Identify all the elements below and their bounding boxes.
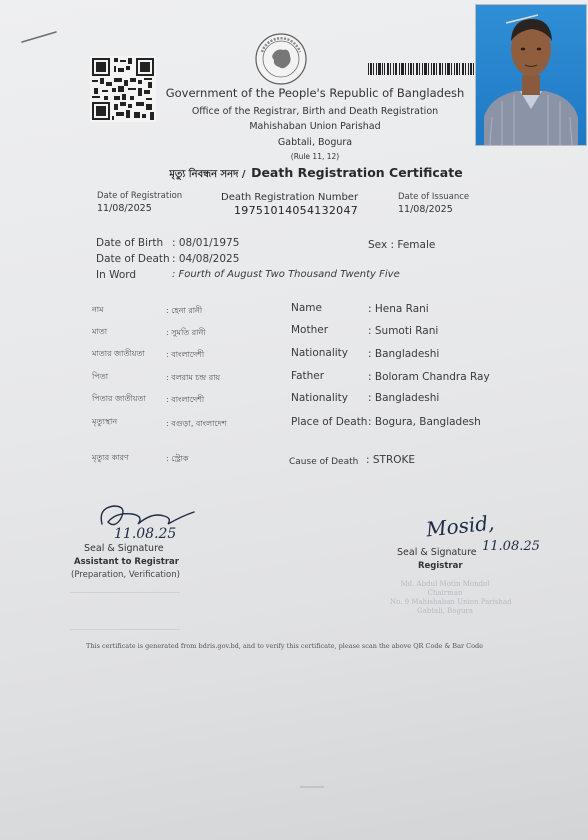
date-of-registration-value: 11/08/2025 — [97, 203, 152, 214]
pen-mark — [20, 30, 60, 44]
en-label: Name — [291, 302, 322, 314]
registration-number-value: 19751014054132047 — [234, 204, 359, 217]
en-label: Nationality — [291, 347, 349, 359]
en-value: : Hena Rani — [368, 303, 429, 315]
en-value: : Bangladeshi — [368, 348, 440, 360]
stamp-name: Md. Abdul Motin Mondol — [400, 580, 490, 588]
bn-value: : হেনা রানী — [166, 306, 203, 315]
cause-en-value: : STROKE — [366, 454, 416, 466]
title-english: Death Registration Certificate — [251, 165, 463, 180]
stamp-location: Gabtali, Bogura — [416, 607, 474, 615]
registrar-title: Registrar — [418, 561, 463, 571]
bn-value: : বলরাম চন্দ্র রায় — [166, 373, 221, 382]
en-label: Father — [291, 370, 325, 382]
office-name: Office of the Registrar, Birth and Death Registration — [191, 106, 439, 117]
barcode[interactable] — [368, 63, 474, 75]
en-value: : Bangladeshi — [368, 392, 440, 404]
cause-bn-value: : স্ট্রোক — [166, 454, 189, 463]
en-label: Place of Death — [291, 416, 368, 428]
faded-stamp-left — [70, 592, 180, 630]
bn-label: মাতা — [92, 327, 108, 336]
inword-label: In Word — [96, 269, 137, 281]
stamp-designation: Chairman — [427, 589, 463, 597]
bn-label: পিতা — [92, 372, 109, 381]
page-title — [166, 162, 466, 184]
assistant-subtitle: (Preparation, Verification) — [71, 570, 180, 580]
registrar-handwritten-name: Mosid, — [424, 510, 496, 542]
en-value: : Bogura, Bangladesh — [368, 416, 481, 428]
dob-label: Date of Birth — [96, 237, 164, 249]
rule-reference: (Rule 11, 12) — [290, 152, 340, 161]
en-label: Mother — [291, 324, 329, 336]
bn-label: মাতার জাতীয়তা — [92, 349, 145, 358]
registrar-stamp — [390, 580, 512, 616]
person-photo — [475, 4, 587, 146]
government-name: Government of the People's Republic of Bangladesh — [165, 86, 465, 100]
union-name: Mahishaban Union Parishad — [249, 121, 381, 132]
location: Gabtali, Bogura — [277, 137, 353, 148]
en-label: Nationality — [291, 392, 349, 404]
date-of-issuance-label: Date of Issuance — [398, 192, 470, 202]
en-value: : Sumoti Rani — [368, 325, 439, 337]
bn-label: নাম — [92, 305, 104, 314]
cause-bn-label: মৃত্যুর কারণ — [92, 453, 129, 462]
government-seal — [254, 32, 308, 86]
dob-value: : 08/01/1975 — [172, 237, 240, 249]
date-of-issuance-value: 11/08/2025 — [398, 204, 453, 215]
paper-mark — [300, 786, 324, 788]
inword-value: : Fourth of August Two Thousand Twenty Five — [172, 269, 400, 280]
date-of-registration-label: Date of Registration — [97, 191, 183, 201]
bn-value: : সুমতি রানী — [166, 328, 206, 337]
stamp-office: No. 9 Mahishaban Union Parishad — [390, 598, 512, 606]
en-value: : Boloram Chandra Ray — [368, 371, 490, 383]
bn-value: : বাংলাদেশী — [166, 350, 205, 359]
bn-value: : বাংলাদেশী — [166, 395, 205, 404]
title-bangla: মৃত্যু নিবন্ধন সনদ / — [169, 169, 246, 180]
registration-number-label: Death Registration Number — [221, 192, 359, 203]
bn-label: পিতার জাতীয়তা — [92, 394, 146, 403]
sex-value: Sex : Female — [368, 239, 436, 251]
cause-en-label: Cause of Death — [289, 457, 359, 467]
verification-note: This certificate is generated from bdris.gov.bd, and to verify this certificate, please scan the above QR Code & Bar Code — [86, 642, 484, 650]
qr-code[interactable] — [90, 56, 156, 122]
dod-value: : 04/08/2025 — [172, 253, 240, 265]
right-seal-label: Seal & Signature — [397, 547, 477, 558]
left-seal-label: Seal & Signature — [84, 543, 164, 554]
assistant-handwritten-date: 11.08.25 — [114, 526, 177, 542]
bn-value: : বগুড়া, বাংলাদেশ — [166, 419, 227, 428]
bn-label: মৃত্যুস্থান — [92, 417, 118, 426]
assistant-title: Assistant to Registrar — [74, 557, 179, 567]
dod-label: Date of Death — [96, 253, 170, 265]
registrar-handwritten-date: 11.08.25 — [482, 539, 540, 554]
